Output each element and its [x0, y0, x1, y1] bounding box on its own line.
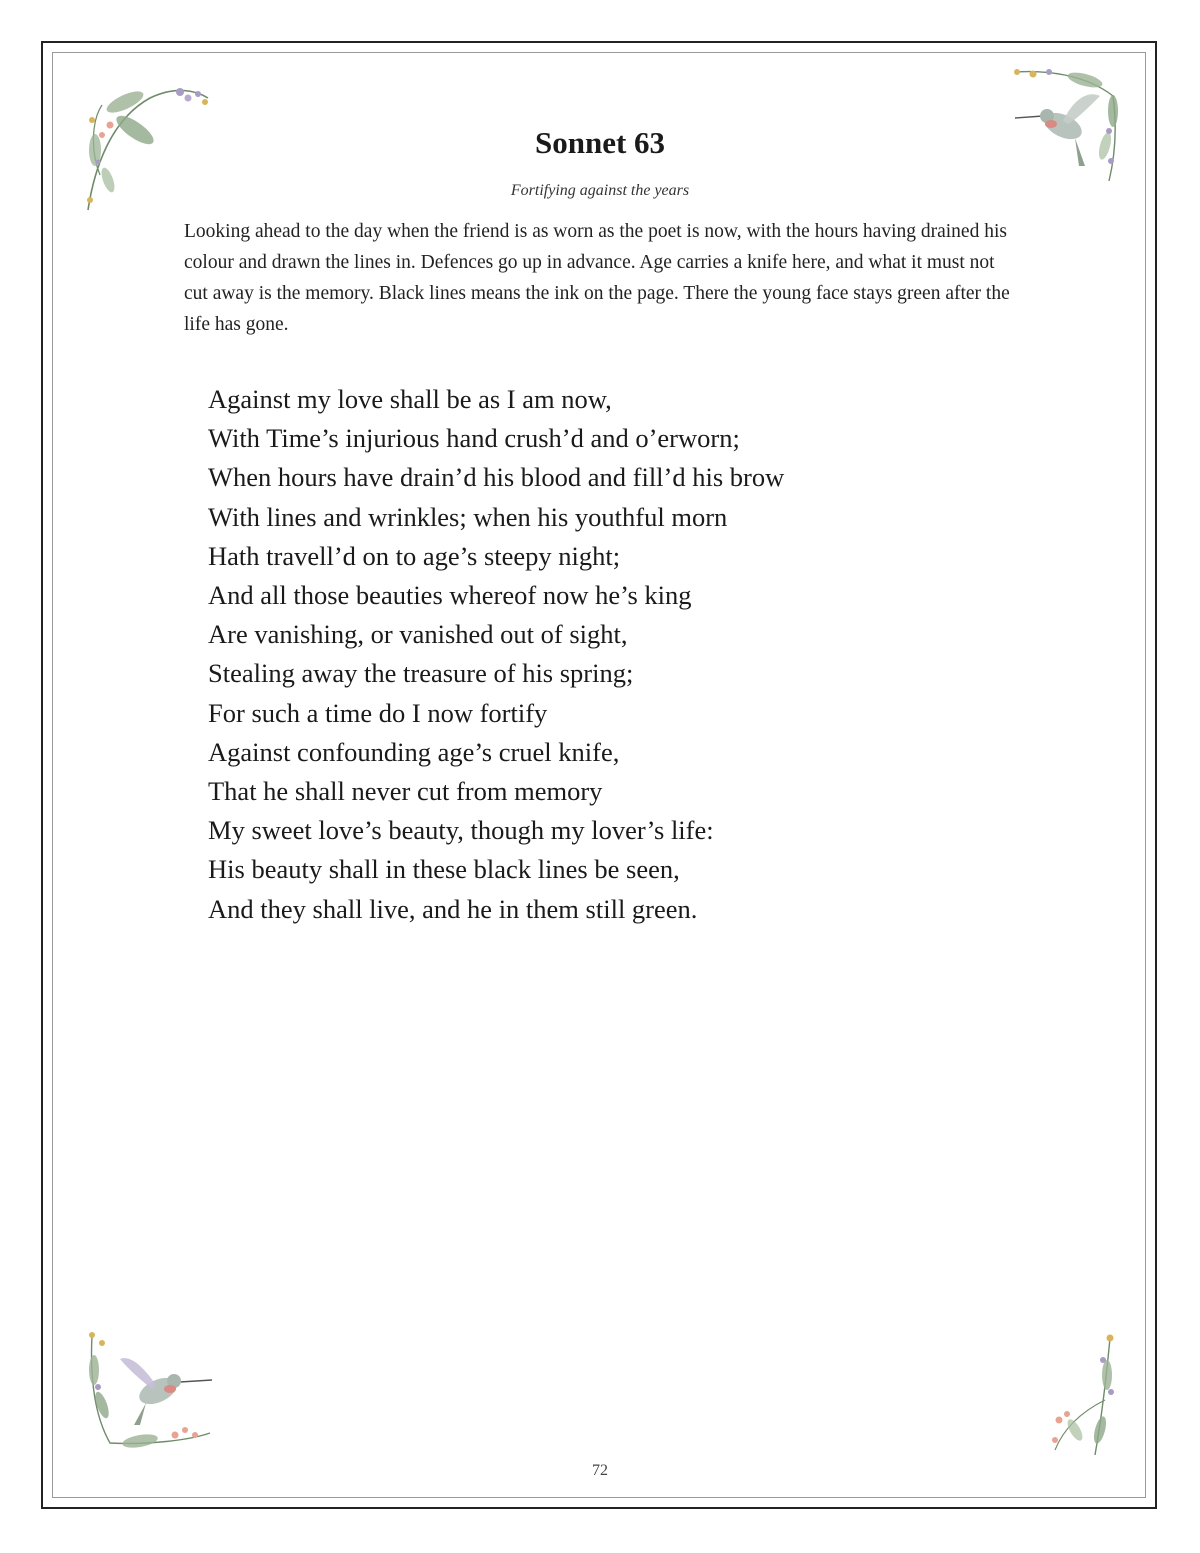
- poem-line: With lines and wrinkles; when his youthful morn: [208, 501, 728, 532]
- page-title: Sonnet 63: [534, 125, 666, 160]
- poem-line: That he shall never cut from memory: [208, 776, 603, 807]
- poem-line: And all those beauties whereof now he’s king: [208, 580, 692, 611]
- poem-line: His beauty shall in these black lines be seen,: [208, 854, 680, 885]
- poem-line: Against my love shall be as I am now,: [208, 384, 612, 414]
- poem-line: And they shall live, and he in them still green.: [208, 893, 698, 924]
- hummingbird-corner-bottom-left: [80, 1325, 220, 1450]
- floral-corner-icon: [1045, 1330, 1125, 1460]
- summary-paragraph: Looking ahead to the day when the friend is as worn as the poet is now, with the hours having drained his colour and drawn the lines in. Defences go up in advance. Age carries a knife here, and what it must not cut away is the memory. Black lines means the ink on the page. There the young face stays green after the life has gone.: [184, 221, 1010, 335]
- hummingbird-floral-icon: [80, 1325, 220, 1450]
- poem: [208, 380, 1008, 929]
- poem-line: When hours have drain’d his blood and fill’d his brow: [208, 462, 785, 493]
- poem-line: My sweet love’s beauty, though my lover’s life:: [208, 815, 714, 846]
- poem-line: For such a time do I now fortify: [208, 697, 548, 728]
- page-number: 72: [592, 1462, 608, 1479]
- floral-corner-bottom-right: [1045, 1330, 1125, 1460]
- poem-line: Hath travell’d on to age’s steepy night;: [208, 540, 621, 571]
- poem-line: Are vanishing, or vanished out of sight,: [208, 619, 628, 650]
- poem-line: With Time’s injurious hand crush’d and o’erworn;: [208, 423, 740, 454]
- poem-line: Stealing away the treasure of his spring;: [208, 658, 634, 689]
- page-subtitle: Fortifying against the years: [510, 182, 690, 199]
- poem-line: Against confounding age’s cruel knife,: [208, 736, 620, 767]
